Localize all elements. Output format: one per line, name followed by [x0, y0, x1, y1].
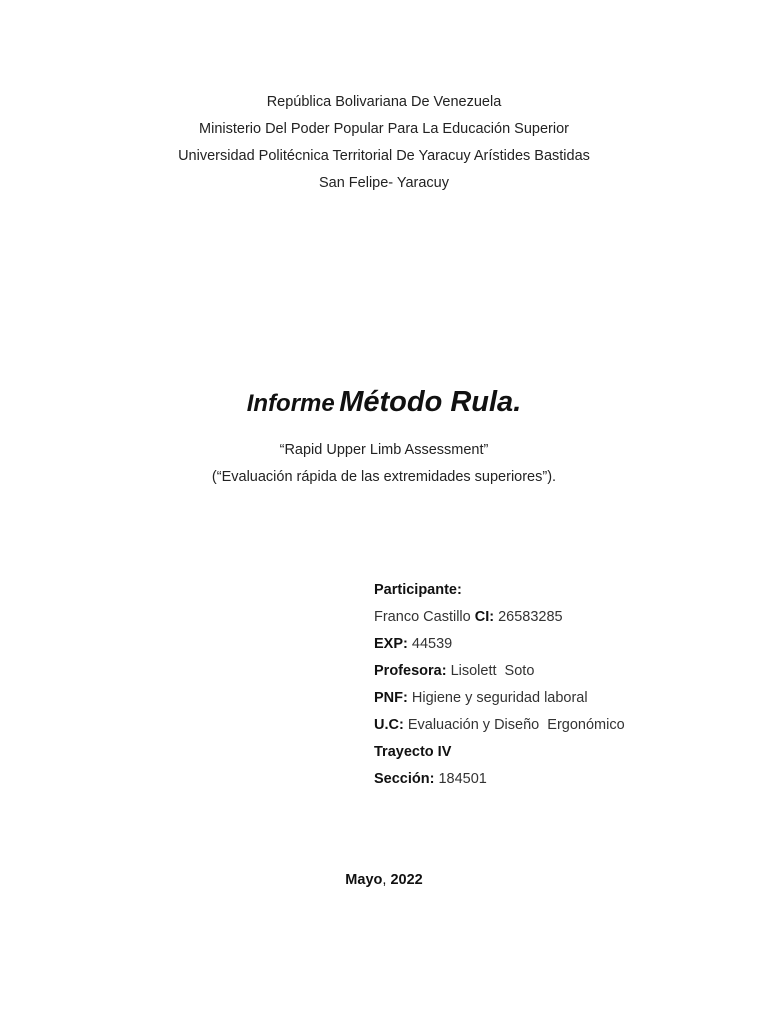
trayecto-label: Trayecto IV	[374, 744, 452, 760]
section-row	[374, 766, 625, 793]
date-separator: ,	[382, 872, 387, 888]
date-year: 2022	[390, 872, 423, 888]
professor-row	[374, 658, 625, 685]
participant-name: Franco Castillo	[374, 609, 471, 625]
subtitle-spanish: (“Evaluación rápida de las extremidades superiores”).	[211, 469, 557, 485]
section-value: 184501	[438, 771, 487, 787]
exp-value: 44539	[411, 636, 453, 652]
document-title	[0, 386, 768, 419]
pnf-row	[374, 685, 625, 712]
institution-header	[0, 89, 768, 197]
uc-row	[374, 712, 625, 739]
pnf-label: PNF:	[374, 690, 408, 706]
section-label: Sección:	[374, 771, 435, 787]
document-date	[0, 872, 768, 888]
title-word-metodo: Método Rula.	[339, 386, 522, 418]
ci-value: 26583285	[498, 609, 563, 625]
uc-value: Evaluación y Diseño Ergonómico	[407, 717, 625, 733]
participant-label: Participante:	[374, 582, 462, 598]
header-university: Universidad Politécnica Territorial De Yaracuy Arístides Bastidas	[178, 148, 590, 164]
exp-label: EXP:	[374, 636, 408, 652]
trayecto-row	[374, 739, 625, 766]
participant-name-row	[374, 604, 625, 631]
header-ministry: Ministerio Del Poder Popular Para La Educación Superior	[199, 121, 569, 137]
pnf-value: Higiene y seguridad laboral	[411, 690, 588, 706]
participant-row	[374, 577, 625, 604]
document-subtitle	[0, 437, 768, 491]
uc-label: U.C:	[374, 717, 404, 733]
header-country: República Bolivariana De Venezuela	[266, 94, 502, 110]
date-month: Mayo	[345, 872, 383, 888]
ci-label: CI:	[474, 609, 495, 625]
details-block	[374, 577, 625, 793]
title-word-informe: Informe	[246, 390, 335, 417]
exp-row	[374, 631, 625, 658]
header-location: San Felipe- Yaracuy	[318, 175, 450, 191]
subtitle-english: “Rapid Upper Limb Assessment”	[279, 442, 489, 458]
professor-value: Lisolett Soto	[450, 663, 535, 679]
professor-label: Profesora:	[374, 663, 447, 679]
